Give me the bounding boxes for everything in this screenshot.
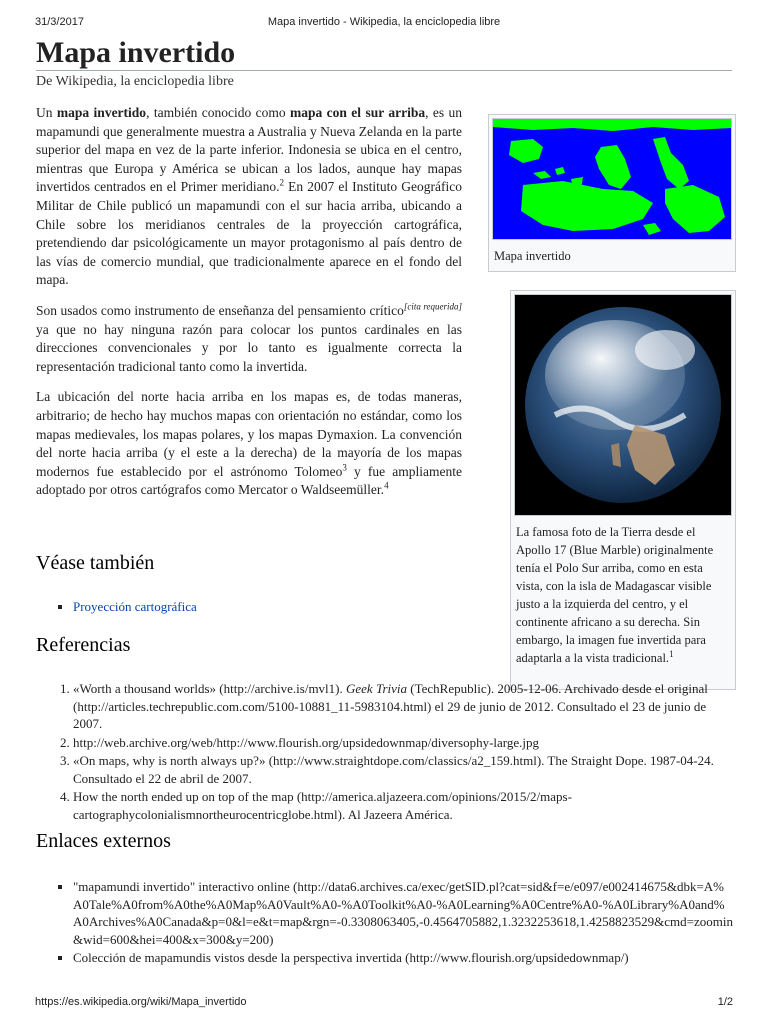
external-link-text[interactable]: Colección de mapamundis vistos desde la perspectiva invertida (http://www.flourish.org/upsidedownmap/) (73, 950, 629, 965)
see-also-link[interactable]: Proyección cartográfica (73, 599, 197, 614)
p1-text-d: , es un mapamundi que generalmente muestra a Australia y Nueva Zelanda en la parte superior del mapa en vez de la parte inferior. Indonesia se ubica en el centro, mientras que Europa y América se ubican a los lados, aunque hay mapas invertidos centrados en el Primer meridiano. (36, 105, 463, 195)
reference-item (73, 752, 733, 787)
ref-marker-4[interactable]: 4 (384, 480, 389, 491)
see-also-list (36, 598, 732, 617)
ref-marker-2[interactable]: 2 (279, 177, 285, 188)
paragraph-north-up (36, 388, 462, 500)
ref-marker-3[interactable]: 3 (342, 462, 347, 473)
ref-marker-1[interactable]: 1 (669, 648, 674, 659)
reference-text-tail: (TechRepublic). 2005-12-06. Archivado desde el original (http://articles.techrepublic.com.com/5100-10881_11-5983104.html) el 29 de junio de 2012. Consultado el 23 de junio de 2007. (73, 681, 708, 731)
p1-text-e: En 2007 el Instituto Geográfico Militar de Chile publicó un mapamundi con el sur hacia arriba, ubicando a Chile sobre los meridianos centrales de la proyección cartográfica, pretendiendo dar psicológicamente un mayor protagonismo al país dentro de las vías de comercio mundial, que tradicionalmente aparece en el fondo del mapa. (36, 179, 462, 288)
article-subtitle: De Wikipedia, la enciclopedia libre (36, 74, 234, 89)
reference-text: How the north ended up on top of the map (http://america.aljazeera.com/opinions/2015/2/maps-cartographycolonialismnortheurocentricglobe.html). Al Jazeera América. (73, 789, 572, 822)
print-page-title: Mapa invertido - Wikipedia, la enciclopedia libre (267, 16, 501, 28)
external-link-text[interactable]: "mapamundi invertido" interactivo online (http://data6.archives.ca/exec/getSID.pl?cat=sid&f=e/e097/e002414675&dbk=A%A0Tale%A0from%A0the%A0Map%A0Vault%A0-%A0Toolkit%A0-%A0Learning%A0Centre%A0-%A0Library%A0and%A0Archives%A0Canada&p=0&l=e&t=map&rgn=-0.3308063405,-0.4564705882,1.3232253618,1.4258823529&cmd=zoomin&wid=600&hei=400&x=300&y=200) (73, 879, 733, 947)
reference-item (73, 734, 733, 752)
title-divider (36, 70, 732, 71)
reference-italic: Geek Trivia (346, 681, 408, 696)
print-date: 31/3/2017 (35, 16, 84, 28)
p3-text-a: La ubicación del norte hacia arriba en los mapas es, de todas maneras, arbitrario; de hecho hay muchos mapas con orientación no estándar, como los mapas medievales, los mapas polares, y los mapas Dymaxion. La convención del norte hacia arriba (y el este a la derecha) de la mayoría de los mapas modernos fue establecido por el astrónomo Tolomeo (36, 389, 462, 479)
print-url: https://es.wikipedia.org/wiki/Mapa_invertido (35, 996, 247, 1008)
article-title: Mapa invertido (36, 36, 236, 69)
citation-needed[interactable]: [cita requerida] (403, 301, 462, 312)
reference-item (73, 680, 733, 733)
reference-text: «On maps, why is north always up?» (http://www.straightdope.com/classics/a2_159.html). The Straight Dope. 1987-04-24. Consultado el 22 de abril de 2007. (73, 753, 714, 786)
p3-text-b: y fue ampliamente adoptado por otros cartógrafos como Mercator o Waldseemüller. (36, 463, 462, 498)
print-page-number: 1/2 (717, 996, 733, 1008)
references-list (36, 680, 733, 824)
p1-text-a: Un (36, 105, 57, 120)
blue-marble-caption-text: La famosa foto de la Tierra desde el Apollo 17 (Blue Marble) originalmente tenía el Polo Sur arriba, como en esta vista, con la isla de Madagascar visible justo a la izquierda del centro, y el continente africano a su derecha. Sin embargo, la imagen fue invertida para adaptarla a la vista tradicional. (516, 525, 714, 665)
p1-text-c: , también conocido como (146, 105, 290, 120)
reference-text: «Worth a thousand worlds» (http://archive.is/mvl1). (73, 681, 346, 696)
external-link-item[interactable] (73, 878, 733, 948)
p2-text-b: ya que no hay ninguna razón para colocar los puntos cardinales en las direcciones convencionales y por lo tanto es igualmente correcta la representación tradicional tanto como la invertida. (36, 321, 462, 374)
inverted-map-image[interactable] (492, 118, 732, 240)
section-external-links-heading: Enlaces externos (36, 830, 171, 852)
p1-bold-term-2: mapa con el sur arriba (290, 105, 426, 120)
figure-blue-marble-caption (511, 519, 735, 671)
reference-link[interactable]: http://web.archive.org/web/http://www.flourish.org/upsidedownmap/diversophy-large.jpg (73, 734, 540, 750)
external-link-item[interactable] (73, 949, 733, 967)
p2-text-a: Son usados como instrumento de enseñanza del pensamiento crítico (36, 302, 404, 318)
paragraph-critical-thinking (36, 302, 462, 376)
blue-marble-image[interactable] (514, 294, 732, 516)
map-image (493, 119, 731, 239)
p1-bold-term: mapa invertido (56, 105, 147, 120)
figure-inverted-map-caption: Mapa invertido (494, 249, 571, 263)
see-also-item[interactable] (73, 598, 732, 616)
figure-inverted-map (488, 114, 736, 272)
reference-item (73, 788, 733, 823)
print-header (35, 13, 733, 33)
print-footer (35, 996, 733, 1010)
section-references-heading: Referencias (36, 634, 131, 656)
earth-photo (515, 295, 731, 515)
figure-blue-marble (510, 290, 736, 690)
article-body (36, 104, 462, 512)
section-see-also-heading: Véase también (36, 552, 155, 574)
paragraph-intro (36, 104, 462, 290)
external-links-list (36, 878, 733, 968)
